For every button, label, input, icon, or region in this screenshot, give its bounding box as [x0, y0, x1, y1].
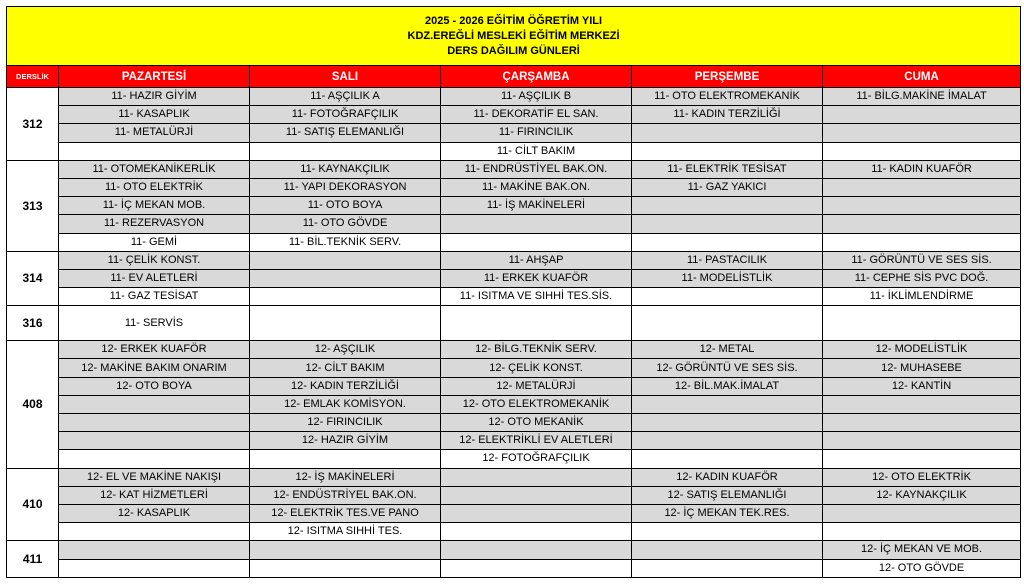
schedule-cell	[823, 215, 1021, 233]
schedule-cell: 12- MUHASEBE	[823, 359, 1021, 377]
schedule-cell	[823, 450, 1021, 468]
schedule-cell	[632, 559, 823, 577]
table-row	[7, 468, 1021, 486]
schedule-cell	[250, 541, 441, 559]
schedule-cell: 11- ERKEK KUAFÖR	[441, 269, 632, 287]
schedule-cell: 11- SERVİS	[59, 306, 250, 341]
title-line-year: 2025 - 2026 EĞİTİM ÖĞRETİM YILI	[424, 14, 603, 27]
table-row	[7, 178, 1021, 196]
header-row	[7, 66, 1021, 88]
table-row	[7, 215, 1021, 233]
schedule-cell: 12- İÇ MEKAN TEK.RES.	[632, 504, 823, 522]
table-row	[7, 124, 1021, 142]
table-row	[7, 486, 1021, 504]
schedule-cell: 12- EL VE MAKİNE NAKIŞI	[59, 468, 250, 486]
schedule-cell: 11- GAZ TESİSAT	[59, 288, 250, 306]
schedule-cell: 12- MAKİNE BAKIM ONARIM	[59, 359, 250, 377]
schedule-cell: 12- ELEKTRİK TES.VE PANO	[250, 504, 441, 522]
room-label: 313	[7, 160, 59, 251]
schedule-cell: 12- İÇ MEKAN VE MOB.	[823, 541, 1021, 559]
table-row	[7, 559, 1021, 577]
schedule-cell	[59, 541, 250, 559]
schedule-cell: 11- AHŞAP	[441, 251, 632, 269]
schedule-cell: 11- BİL.TEKNİK SERV.	[250, 233, 441, 251]
schedule-cell	[823, 142, 1021, 160]
table-row	[7, 142, 1021, 160]
table-row	[7, 197, 1021, 215]
schedule-cell: 11- AŞÇILIK A	[250, 88, 441, 106]
schedule-cell: 11- ISITMA VE SIHHİ TES.SİS.	[441, 288, 632, 306]
table-row	[7, 306, 1021, 341]
schedule-cell: 11- MAKİNE BAK.ON.	[441, 178, 632, 196]
schedule-cell	[441, 486, 632, 504]
schedule-cell	[250, 288, 441, 306]
schedule-cell: 11- MODELİSTLİK	[632, 269, 823, 287]
schedule-cell: 12- OTO ELEKTROMEKANİK	[441, 395, 632, 413]
schedule-cell	[823, 306, 1021, 341]
schedule-cell: 11- ÇELİK KONST.	[59, 251, 250, 269]
schedule-cell	[59, 432, 250, 450]
schedule-cell: 12- ENDÜSTRİYEL BAK.ON.	[250, 486, 441, 504]
schedule-cell: 11- KAYNAKÇILIK	[250, 160, 441, 178]
table-row	[7, 432, 1021, 450]
schedule-cell: 11- DEKORATİF EL SAN.	[441, 106, 632, 124]
schedule-cell	[632, 142, 823, 160]
schedule-cell: 11- REZERVASYON	[59, 215, 250, 233]
room-label: 410	[7, 468, 59, 541]
schedule-cell: 11- ELEKTRİK TESİSAT	[632, 160, 823, 178]
schedule-cell: 12- CİLT BAKIM	[250, 359, 441, 377]
schedule-cell	[632, 432, 823, 450]
schedule-cell: 11- İŞ MAKİNELERİ	[441, 197, 632, 215]
schedule-cell	[632, 414, 823, 432]
schedule-cell: 11- SATIŞ ELEMANLIĞI	[250, 124, 441, 142]
table-row	[7, 251, 1021, 269]
schedule-cell	[250, 251, 441, 269]
schedule-cell: 11- İÇ MEKAN MOB.	[59, 197, 250, 215]
schedule-cell: 11- GEMİ	[59, 233, 250, 251]
schedule-cell	[441, 215, 632, 233]
schedule-cell	[441, 468, 632, 486]
schedule-cell: 12- İŞ MAKİNELERİ	[250, 468, 441, 486]
table-row	[7, 395, 1021, 413]
schedule-cell: 12- KANTİN	[823, 377, 1021, 395]
table-row	[7, 359, 1021, 377]
schedule-cell	[441, 504, 632, 522]
schedule-cell	[632, 541, 823, 559]
schedule-cell: 11- YAPI DEKORASYON	[250, 178, 441, 196]
room-label: 411	[7, 541, 59, 577]
schedule-cell	[632, 124, 823, 142]
header-derslik: DERSLİK	[7, 66, 59, 88]
schedule-cell: 11- EV ALETLERİ	[59, 269, 250, 287]
schedule-cell	[823, 504, 1021, 522]
schedule-cell: 12- GÖRÜNTÜ VE SES SİS.	[632, 359, 823, 377]
schedule-cell	[632, 523, 823, 541]
room-label: 312	[7, 88, 59, 161]
schedule-cell: 12- FIRINCILIK	[250, 414, 441, 432]
table-row	[7, 541, 1021, 559]
header-sali: SALI	[250, 66, 441, 88]
schedule-cell: 12- OTO MEKANİK	[441, 414, 632, 432]
schedule-cell	[441, 559, 632, 577]
schedule-cell: 12- BİLG.TEKNİK SERV.	[441, 341, 632, 359]
schedule-cell: 11- KADIN TERZİLİĞİ	[632, 106, 823, 124]
schedule-cell	[632, 288, 823, 306]
header-persembe: PERŞEMBE	[632, 66, 823, 88]
schedule-cell	[59, 414, 250, 432]
schedule-cell	[250, 142, 441, 160]
schedule-cell: 12- SATIŞ ELEMANLIĞI	[632, 486, 823, 504]
schedule-cell: 11- ENDRÜSTİYEL BAK.ON.	[441, 160, 632, 178]
schedule-cell	[823, 124, 1021, 142]
schedule-cell	[632, 395, 823, 413]
title-row	[7, 7, 1021, 66]
schedule-cell: 12- KADIN TERZİLİĞİ	[250, 377, 441, 395]
schedule-cell	[59, 559, 250, 577]
schedule-cell	[59, 142, 250, 160]
table-row	[7, 233, 1021, 251]
schedule-cell: 11- GÖRÜNTÜ VE SES SİS.	[823, 251, 1021, 269]
schedule-cell	[59, 523, 250, 541]
schedule-cell: 12- KASAPLIK	[59, 504, 250, 522]
schedule-cell	[59, 395, 250, 413]
schedule-cell: 12- BİL.MAK.İMALAT	[632, 377, 823, 395]
header-carsamba: ÇARŞAMBA	[441, 66, 632, 88]
schedule-cell	[632, 215, 823, 233]
schedule-cell	[823, 432, 1021, 450]
room-label: 408	[7, 341, 59, 468]
schedule-cell	[632, 306, 823, 341]
table-row	[7, 504, 1021, 522]
schedule-cell: 12- OTO GÖVDE	[823, 559, 1021, 577]
header-cuma: CUMA	[823, 66, 1021, 88]
schedule-cell: 11- AŞÇILIK B	[441, 88, 632, 106]
title-line-subject: DERS DAĞILIM GÜNLERİ	[447, 44, 580, 57]
schedule-cell: 12- AŞÇILIK	[250, 341, 441, 359]
schedule-cell	[823, 178, 1021, 196]
table-row	[7, 269, 1021, 287]
schedule-cell: 11- OTO ELEKTRİK	[59, 178, 250, 196]
schedule-cell	[250, 306, 441, 341]
table-row	[7, 288, 1021, 306]
schedule-cell: 11- KADIN KUAFÖR	[823, 160, 1021, 178]
schedule-cell	[441, 523, 632, 541]
schedule-cell: 11- FOTOĞRAFÇILIK	[250, 106, 441, 124]
schedule-cell: 11- FIRINCILIK	[441, 124, 632, 142]
schedule-cell	[823, 233, 1021, 251]
schedule-cell: 12- KAYNAKÇILIK	[823, 486, 1021, 504]
table-row	[7, 414, 1021, 432]
schedule-cell	[823, 523, 1021, 541]
schedule-cell	[441, 541, 632, 559]
schedule-cell: 11- OTO ELEKTROMEKANİK	[632, 88, 823, 106]
table-row	[7, 88, 1021, 106]
schedule-cell	[823, 395, 1021, 413]
header-pazartesi: PAZARTESİ	[59, 66, 250, 88]
room-label: 316	[7, 306, 59, 341]
schedule-cell	[632, 233, 823, 251]
table-row	[7, 450, 1021, 468]
schedule-cell: 11- KASAPLIK	[59, 106, 250, 124]
schedule-cell	[250, 559, 441, 577]
schedule-cell	[250, 450, 441, 468]
schedule-cell: 11- OTO GÖVDE	[250, 215, 441, 233]
schedule-cell	[441, 306, 632, 341]
table-row	[7, 377, 1021, 395]
schedule-cell: 12- ÇELİK KONST.	[441, 359, 632, 377]
schedule-cell: 11- OTOMEKANİKERLİK	[59, 160, 250, 178]
schedule-cell	[823, 197, 1021, 215]
room-label: 314	[7, 251, 59, 306]
schedule-cell: 12- METALÜRJİ	[441, 377, 632, 395]
schedule-cell: 11- PASTACILIK	[632, 251, 823, 269]
schedule-cell: 11- METALÜRJİ	[59, 124, 250, 142]
schedule-cell	[632, 450, 823, 468]
schedule-table	[6, 6, 1021, 578]
schedule-cell: 12- KAT HİZMETLERİ	[59, 486, 250, 504]
title-cell	[7, 7, 1021, 66]
schedule-cell: 12- FOTOĞRAFÇILIK	[441, 450, 632, 468]
table-row	[7, 106, 1021, 124]
schedule-cell: 12- METAL	[632, 341, 823, 359]
schedule-cell: 12- EMLAK KOMİSYON.	[250, 395, 441, 413]
schedule-cell: 11- BİLG.MAKİNE İMALAT	[823, 88, 1021, 106]
schedule-cell: 11- GAZ YAKICI	[632, 178, 823, 196]
schedule-cell: 11- CİLT BAKIM	[441, 142, 632, 160]
schedule-cell	[441, 233, 632, 251]
table-row	[7, 160, 1021, 178]
schedule-cell: 11- İKLİMLENDİRME	[823, 288, 1021, 306]
table-row	[7, 523, 1021, 541]
schedule-cell: 12- KADIN KUAFÖR	[632, 468, 823, 486]
schedule-cell	[632, 197, 823, 215]
schedule-cell: 12- OTO BOYA	[59, 377, 250, 395]
title-line-school: KDZ.EREĞLİ MESLEKİ EĞİTİM MERKEZİ	[407, 29, 620, 42]
schedule-cell	[250, 269, 441, 287]
schedule-body	[7, 88, 1021, 578]
schedule-cell: 12- HAZIR GİYİM	[250, 432, 441, 450]
schedule-cell: 12- MODELİSTLİK	[823, 341, 1021, 359]
schedule-cell: 12- ERKEK KUAFÖR	[59, 341, 250, 359]
table-row	[7, 341, 1021, 359]
schedule-cell	[823, 106, 1021, 124]
schedule-cell: 12- OTO ELEKTRİK	[823, 468, 1021, 486]
schedule-cell: 11- CEPHE SİS PVC DOĞ.	[823, 269, 1021, 287]
schedule-cell	[59, 450, 250, 468]
schedule-cell: 12- ELEKTRİKLİ EV ALETLERİ	[441, 432, 632, 450]
schedule-cell: 11- HAZIR GİYİM	[59, 88, 250, 106]
schedule-cell: 11- OTO BOYA	[250, 197, 441, 215]
schedule-cell	[823, 414, 1021, 432]
schedule-cell: 12- ISITMA SIHHİ TES.	[250, 523, 441, 541]
